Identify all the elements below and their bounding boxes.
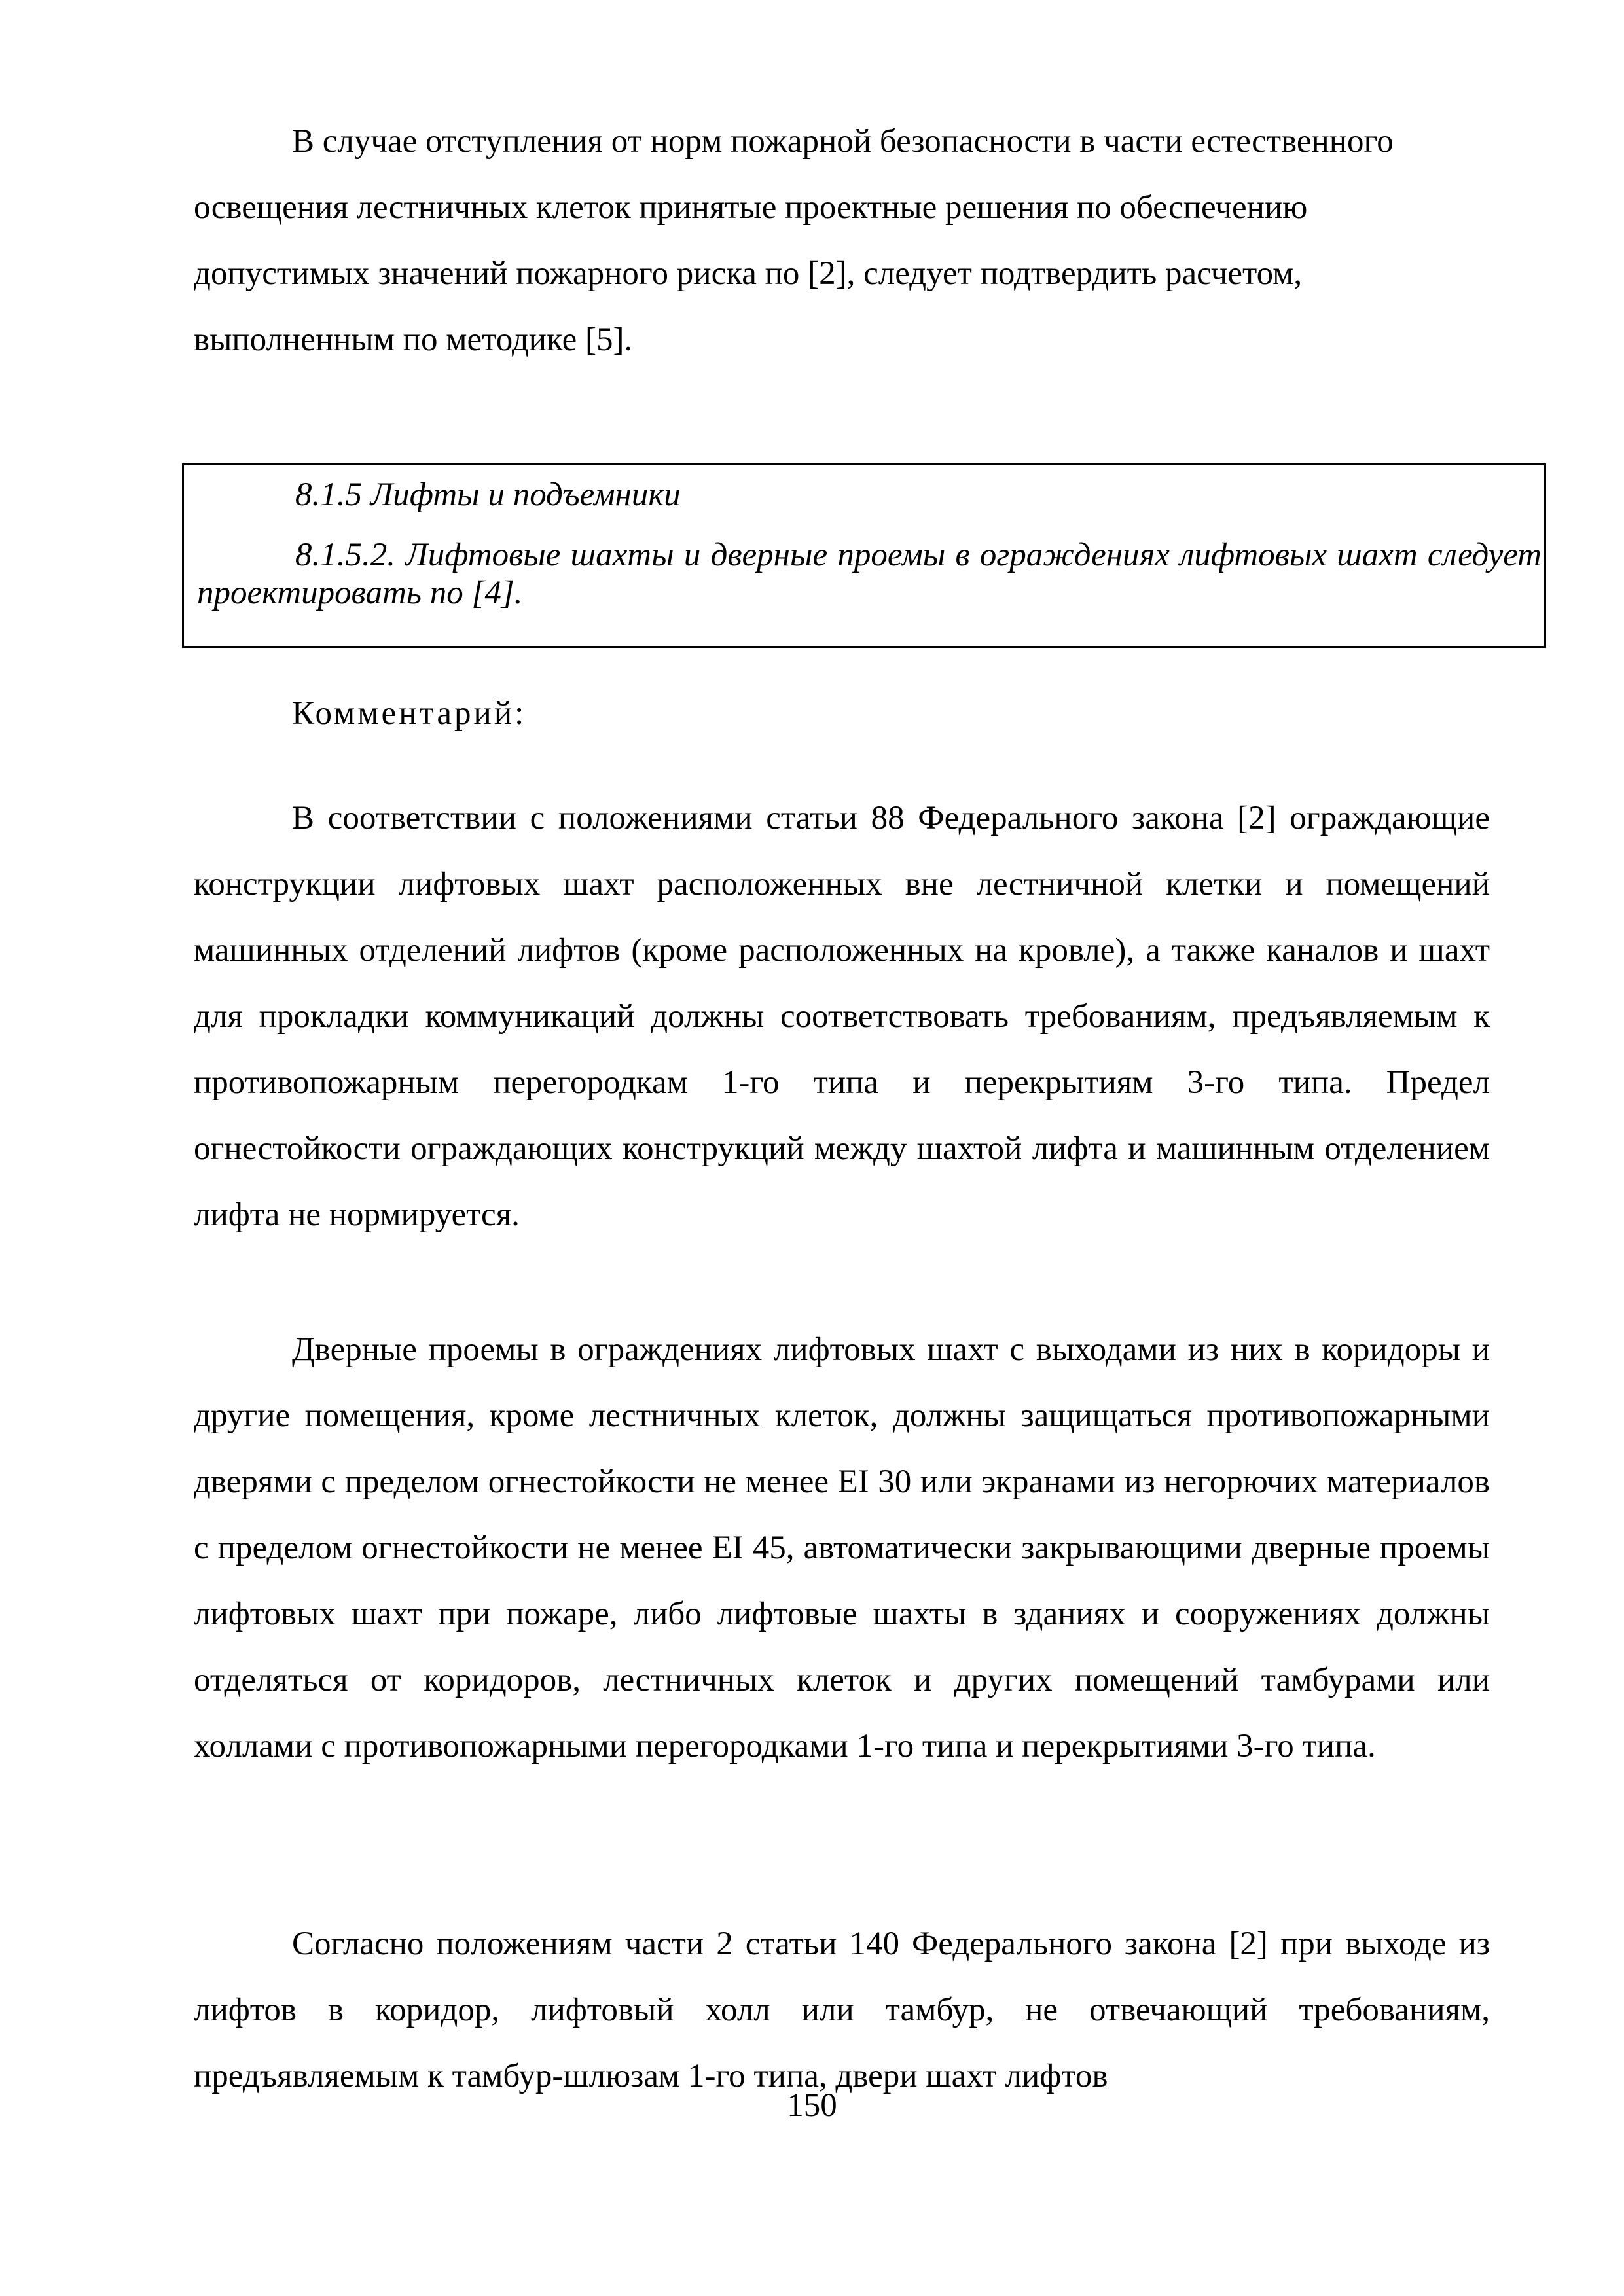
section-heading: 8.1.5 Лифты и подъемники bbox=[295, 476, 681, 513]
comment-paragraph-1: В соответствии с положениями статьи 88 Федерального закона [2] ограждающие конструкции лифтовых шахт расположенных вне лестничной клетки и помещений машинных отделений лифтов (кроме расположенных на кровле), а также каналов и шахт для прокладки коммуникаций должны соответствовать требованиям, предъявляемым к противопожарным перегородкам 1-го типа и перекрытиям 3-го типа. Предел огнестойкости ограждающих конструкций между шахтой лифта и машинным отделением лифта не нормируется. bbox=[194, 800, 1490, 1233]
comment-paragraph-3: Согласно положениям части 2 статьи 140 Федерального закона [2] при выходе из лифтов в коридор, лифтовый холл или тамбур, не отвечающий требованиям, предъявляемым к тамбур-шлюзам 1-го типа, двери шахт лифтов bbox=[194, 1926, 1490, 2094]
norm-clause-box bbox=[182, 463, 1546, 648]
intro-paragraph: В случае отступления от норм пожарной безопасности в части естественного освещения лестничных клеток принятые проектные решения по обеспечению допустимых значений пожарного риска по [2], следует подтвердить расчетом, выполненным по методике [5]. bbox=[194, 123, 1394, 358]
comment-paragraph-2: Дверные проемы в ограждениях лифтовых шахт с выходами из них в коридоры и другие помещения, кроме лестничных клеток, должны защищаться противопожарными дверями с пределом огнестойкости не менее EI 30 или экранами из негорючих материалов с пределом огнестойкости не менее EI 45, автоматически закрывающими дверные проемы лифтовых шахт при пожаре, либо лифтовые шахты в зданиях и сооружениях должны отделяться от коридоров, лестничных клеток и других помещений тамбурами или холлами с противопожарными перегородками 1-го типа и перекрытиями 3-го типа. bbox=[194, 1331, 1490, 1765]
clause-text: 8.1.5.2. Лифтовые шахты и дверные проемы в ограждениях лифтовых шахт следует проектировать по [4]. bbox=[197, 537, 1542, 611]
page-number: 150 bbox=[787, 2087, 837, 2124]
comment-heading: Комментарий: bbox=[292, 695, 527, 732]
